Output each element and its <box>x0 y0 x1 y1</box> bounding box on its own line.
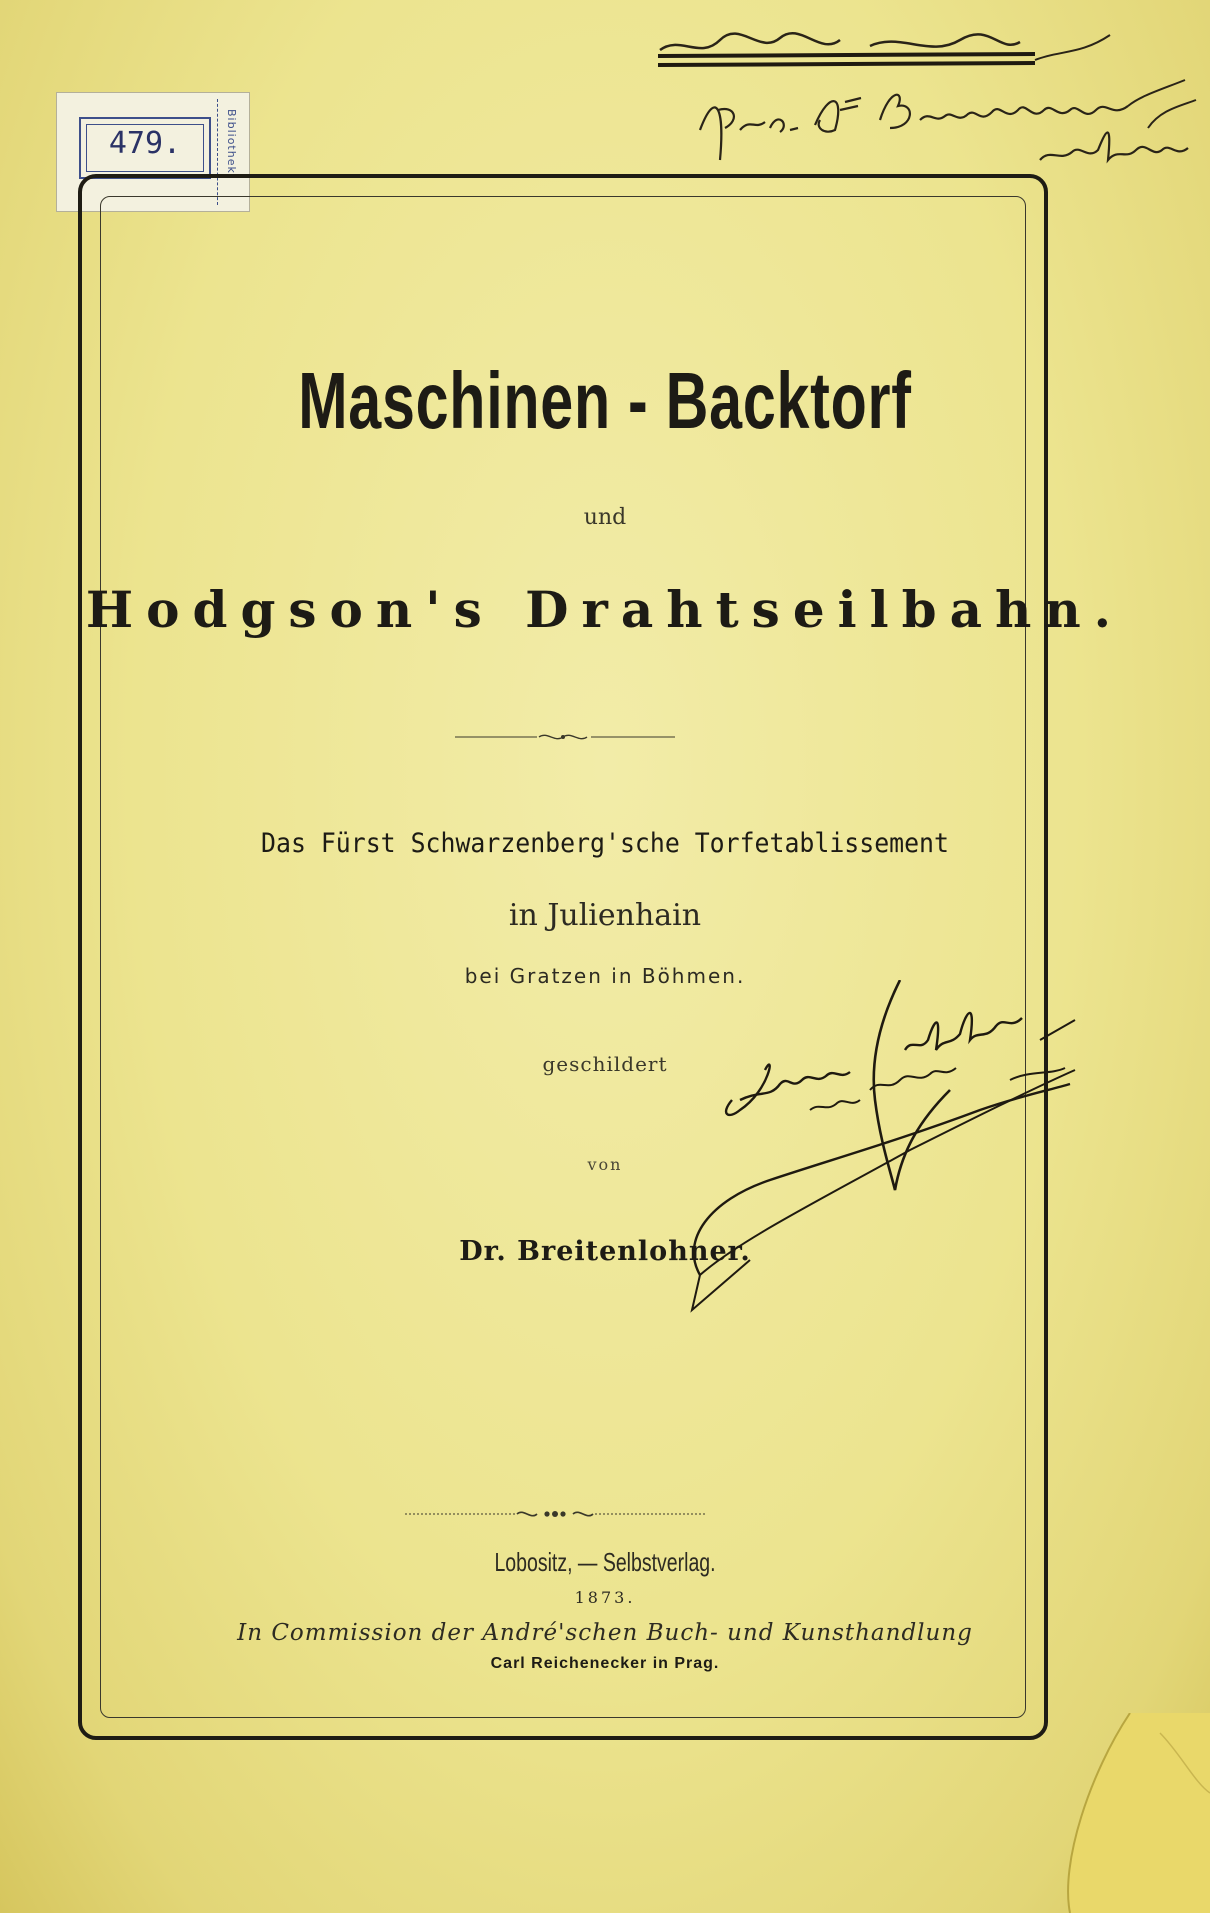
description-line-4: geschildert <box>542 1052 668 1076</box>
handwritten-annotation-top <box>640 10 1200 180</box>
main-title: Maschinen - Backtorf <box>298 356 912 445</box>
description-line-3: bei Gratzen in Böhmen. <box>464 964 746 988</box>
printer-line: Carl Reichenecker in Prag. <box>490 1655 720 1672</box>
subtitle: Hodgson's Drahtseilbahn. <box>85 580 1125 639</box>
label-side-text: Bibliothek <box>225 109 238 174</box>
description-line-5: von <box>587 1155 623 1174</box>
description-line-1: Das Fürst Schwarzenberg'sche Torfetablissement <box>261 828 949 859</box>
label-number: 479. <box>108 126 182 161</box>
ornament-divider-top <box>455 727 675 747</box>
commission-line: In Commission der André'schen Buch- und Kunsthandlung <box>237 1620 973 1646</box>
folded-corner <box>1010 1713 1210 1913</box>
publisher-line: Lobositz, — Selbstverlag. <box>494 1547 716 1577</box>
ornament-divider-bottom <box>405 1504 705 1524</box>
description-line-2: in Julienhain <box>508 898 702 933</box>
label-number-box <box>79 117 211 179</box>
author: Dr. Breitenlohner. <box>459 1236 751 1267</box>
title-conjunction: und <box>583 505 627 530</box>
handwritten-signature <box>680 980 1080 1400</box>
publication-year: 1873. <box>574 1588 636 1607</box>
